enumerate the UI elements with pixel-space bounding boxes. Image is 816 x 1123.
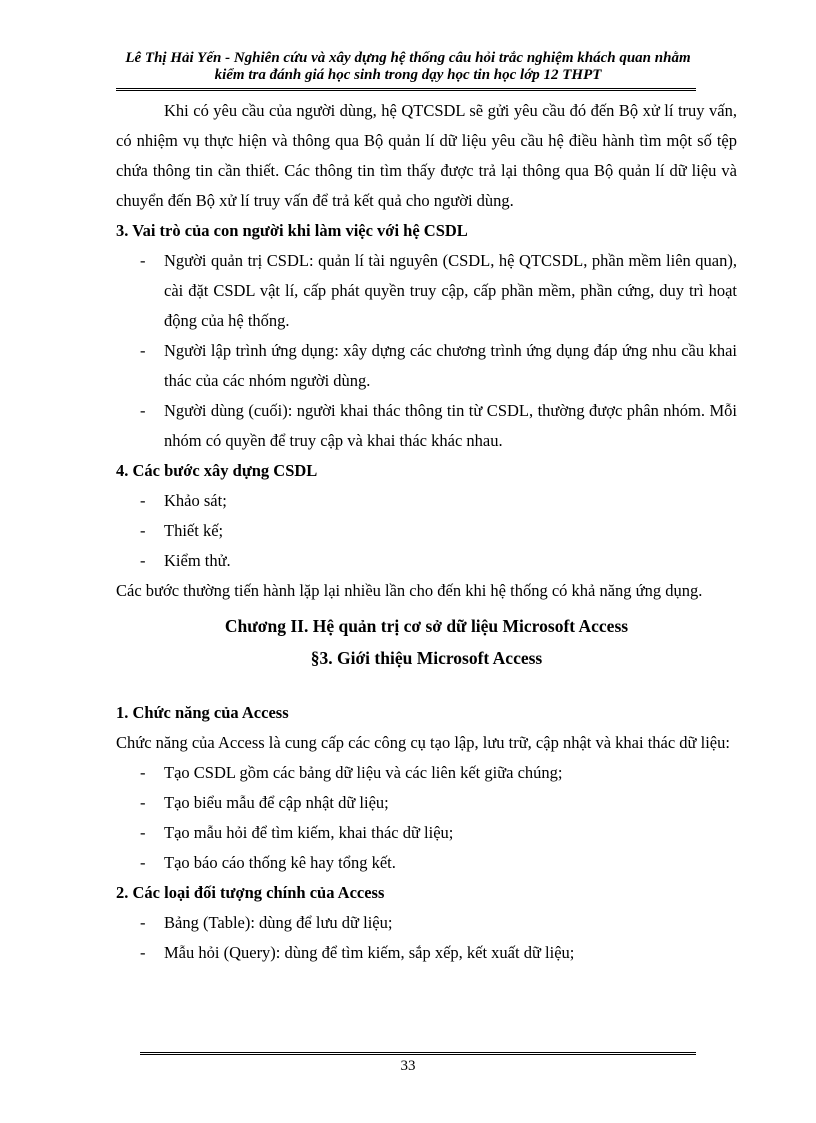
- list-item-text: Tạo mẫu hỏi để tìm kiếm, khai thác dữ liệu;: [164, 823, 454, 842]
- page-body: [116, 96, 737, 968]
- section-4-list: [116, 486, 737, 576]
- list-item: [116, 246, 737, 336]
- dash-bullet: -: [140, 913, 146, 932]
- list-item: [116, 396, 737, 456]
- list-item-text: Mẫu hỏi (Query): dùng để tìm kiếm, sắp xếp, kết xuất dữ liệu;: [164, 943, 575, 962]
- list-item: [116, 546, 737, 576]
- running-header-line-2: kiểm tra đánh giá học sinh trong dạy học tin học lớp 12 THPT: [214, 67, 602, 83]
- list-item: [116, 848, 737, 878]
- chapter-title: Chương II. Hệ quản trị cơ sở dữ liệu Microsoft Access: [224, 616, 629, 636]
- list-item: [116, 486, 737, 516]
- access-functions-heading: 1. Chức năng của Access: [116, 703, 289, 722]
- list-item: [116, 818, 737, 848]
- list-item-text: Người quản trị CSDL: quản lí tài nguyên (CSDL, hệ QTCSDL, phần mềm liên quan), cài đặt CSDL vật lí, cấp phát quyền truy cập, cấp phần mềm, phần cứng, duy trì hoạt động của hệ thống.: [164, 251, 737, 330]
- page-number: 33: [400, 1058, 416, 1074]
- access-objects-list: [116, 908, 737, 968]
- footer-double-rule: [140, 1052, 696, 1055]
- dash-bullet: -: [140, 521, 146, 540]
- dash-bullet: -: [140, 491, 146, 510]
- list-item-text: Người dùng (cuối): người khai thác thông tin từ CSDL, thường được phân nhóm. Mỗi nhóm có quyền để truy cập và khai thác khác nhau.: [164, 401, 737, 450]
- dash-bullet: -: [140, 823, 146, 842]
- dash-bullet: -: [140, 763, 146, 782]
- list-item-text: Kiểm thử.: [164, 551, 231, 570]
- list-item-text: Khảo sát;: [164, 491, 227, 510]
- dash-bullet: -: [140, 793, 146, 812]
- list-item: [116, 336, 737, 396]
- list-item: [116, 788, 737, 818]
- list-item: [116, 908, 737, 938]
- access-functions-list: [116, 758, 737, 878]
- section-4-closing-paragraph: Các bước thường tiến hành lặp lại nhiều lần cho đến khi hệ thống có khả năng ứng dụng.: [116, 581, 703, 600]
- list-item-text: Tạo CSDL gồm các bảng dữ liệu và các liên kết giữa chúng;: [164, 763, 563, 782]
- list-item: [116, 938, 737, 968]
- section-3-list: [116, 246, 737, 456]
- running-header: [100, 50, 716, 84]
- access-objects-heading: 2. Các loại đối tượng chính của Access: [116, 883, 385, 902]
- dash-bullet: -: [140, 943, 146, 962]
- dash-bullet: -: [140, 853, 146, 872]
- dash-bullet: -: [140, 251, 146, 270]
- running-header-line-1: Lê Thị Hải Yến - Nghiên cứu và xây dựng hệ thống câu hỏi trắc nghiệm khách quan nhằm: [125, 50, 691, 66]
- intro-paragraph: Khi có yêu cầu của người dùng, hệ QTCSDL sẽ gửi yêu cầu đó đến Bộ xử lí truy vấn, có nhiệm vụ thực hiện và thông qua Bộ quản lí dữ liệu yêu cầu hệ điều hành tìm một số tệp chứa thông tin cần thiết. Các thông tin tìm thấy được trả lại thông qua Bộ quản lí dữ liệu và chuyển đến Bộ xử lí truy vấn để trả kết quả cho người dùng.: [116, 101, 737, 210]
- list-item: [116, 516, 737, 546]
- list-item-text: Tạo biểu mẫu để cập nhật dữ liệu;: [164, 793, 389, 812]
- dash-bullet: -: [140, 401, 146, 420]
- list-item-text: Người lập trình ứng dụng: xây dựng các chương trình ứng dụng đáp ứng nhu cầu khai thác của các nhóm người dùng.: [164, 341, 737, 390]
- access-functions-intro: Chức năng của Access là cung cấp các công cụ tạo lập, lưu trữ, cập nhật và khai thác dữ liệu:: [116, 733, 730, 752]
- list-item: [116, 758, 737, 788]
- section-3-heading: 3. Vai trò của con người khi làm việc với hệ CSDL: [116, 221, 468, 240]
- dash-bullet: -: [140, 341, 146, 360]
- list-item-text: Tạo báo cáo thống kê hay tổng kết.: [164, 853, 396, 872]
- section-title: §3. Giới thiệu Microsoft Access: [310, 648, 543, 668]
- section-4-heading: 4. Các bước xây dựng CSDL: [116, 461, 318, 480]
- header-double-rule: [116, 88, 696, 91]
- list-item-text: Bảng (Table): dùng để lưu dữ liệu;: [164, 913, 393, 932]
- list-item-text: Thiết kế;: [164, 521, 224, 540]
- dash-bullet: -: [140, 551, 146, 570]
